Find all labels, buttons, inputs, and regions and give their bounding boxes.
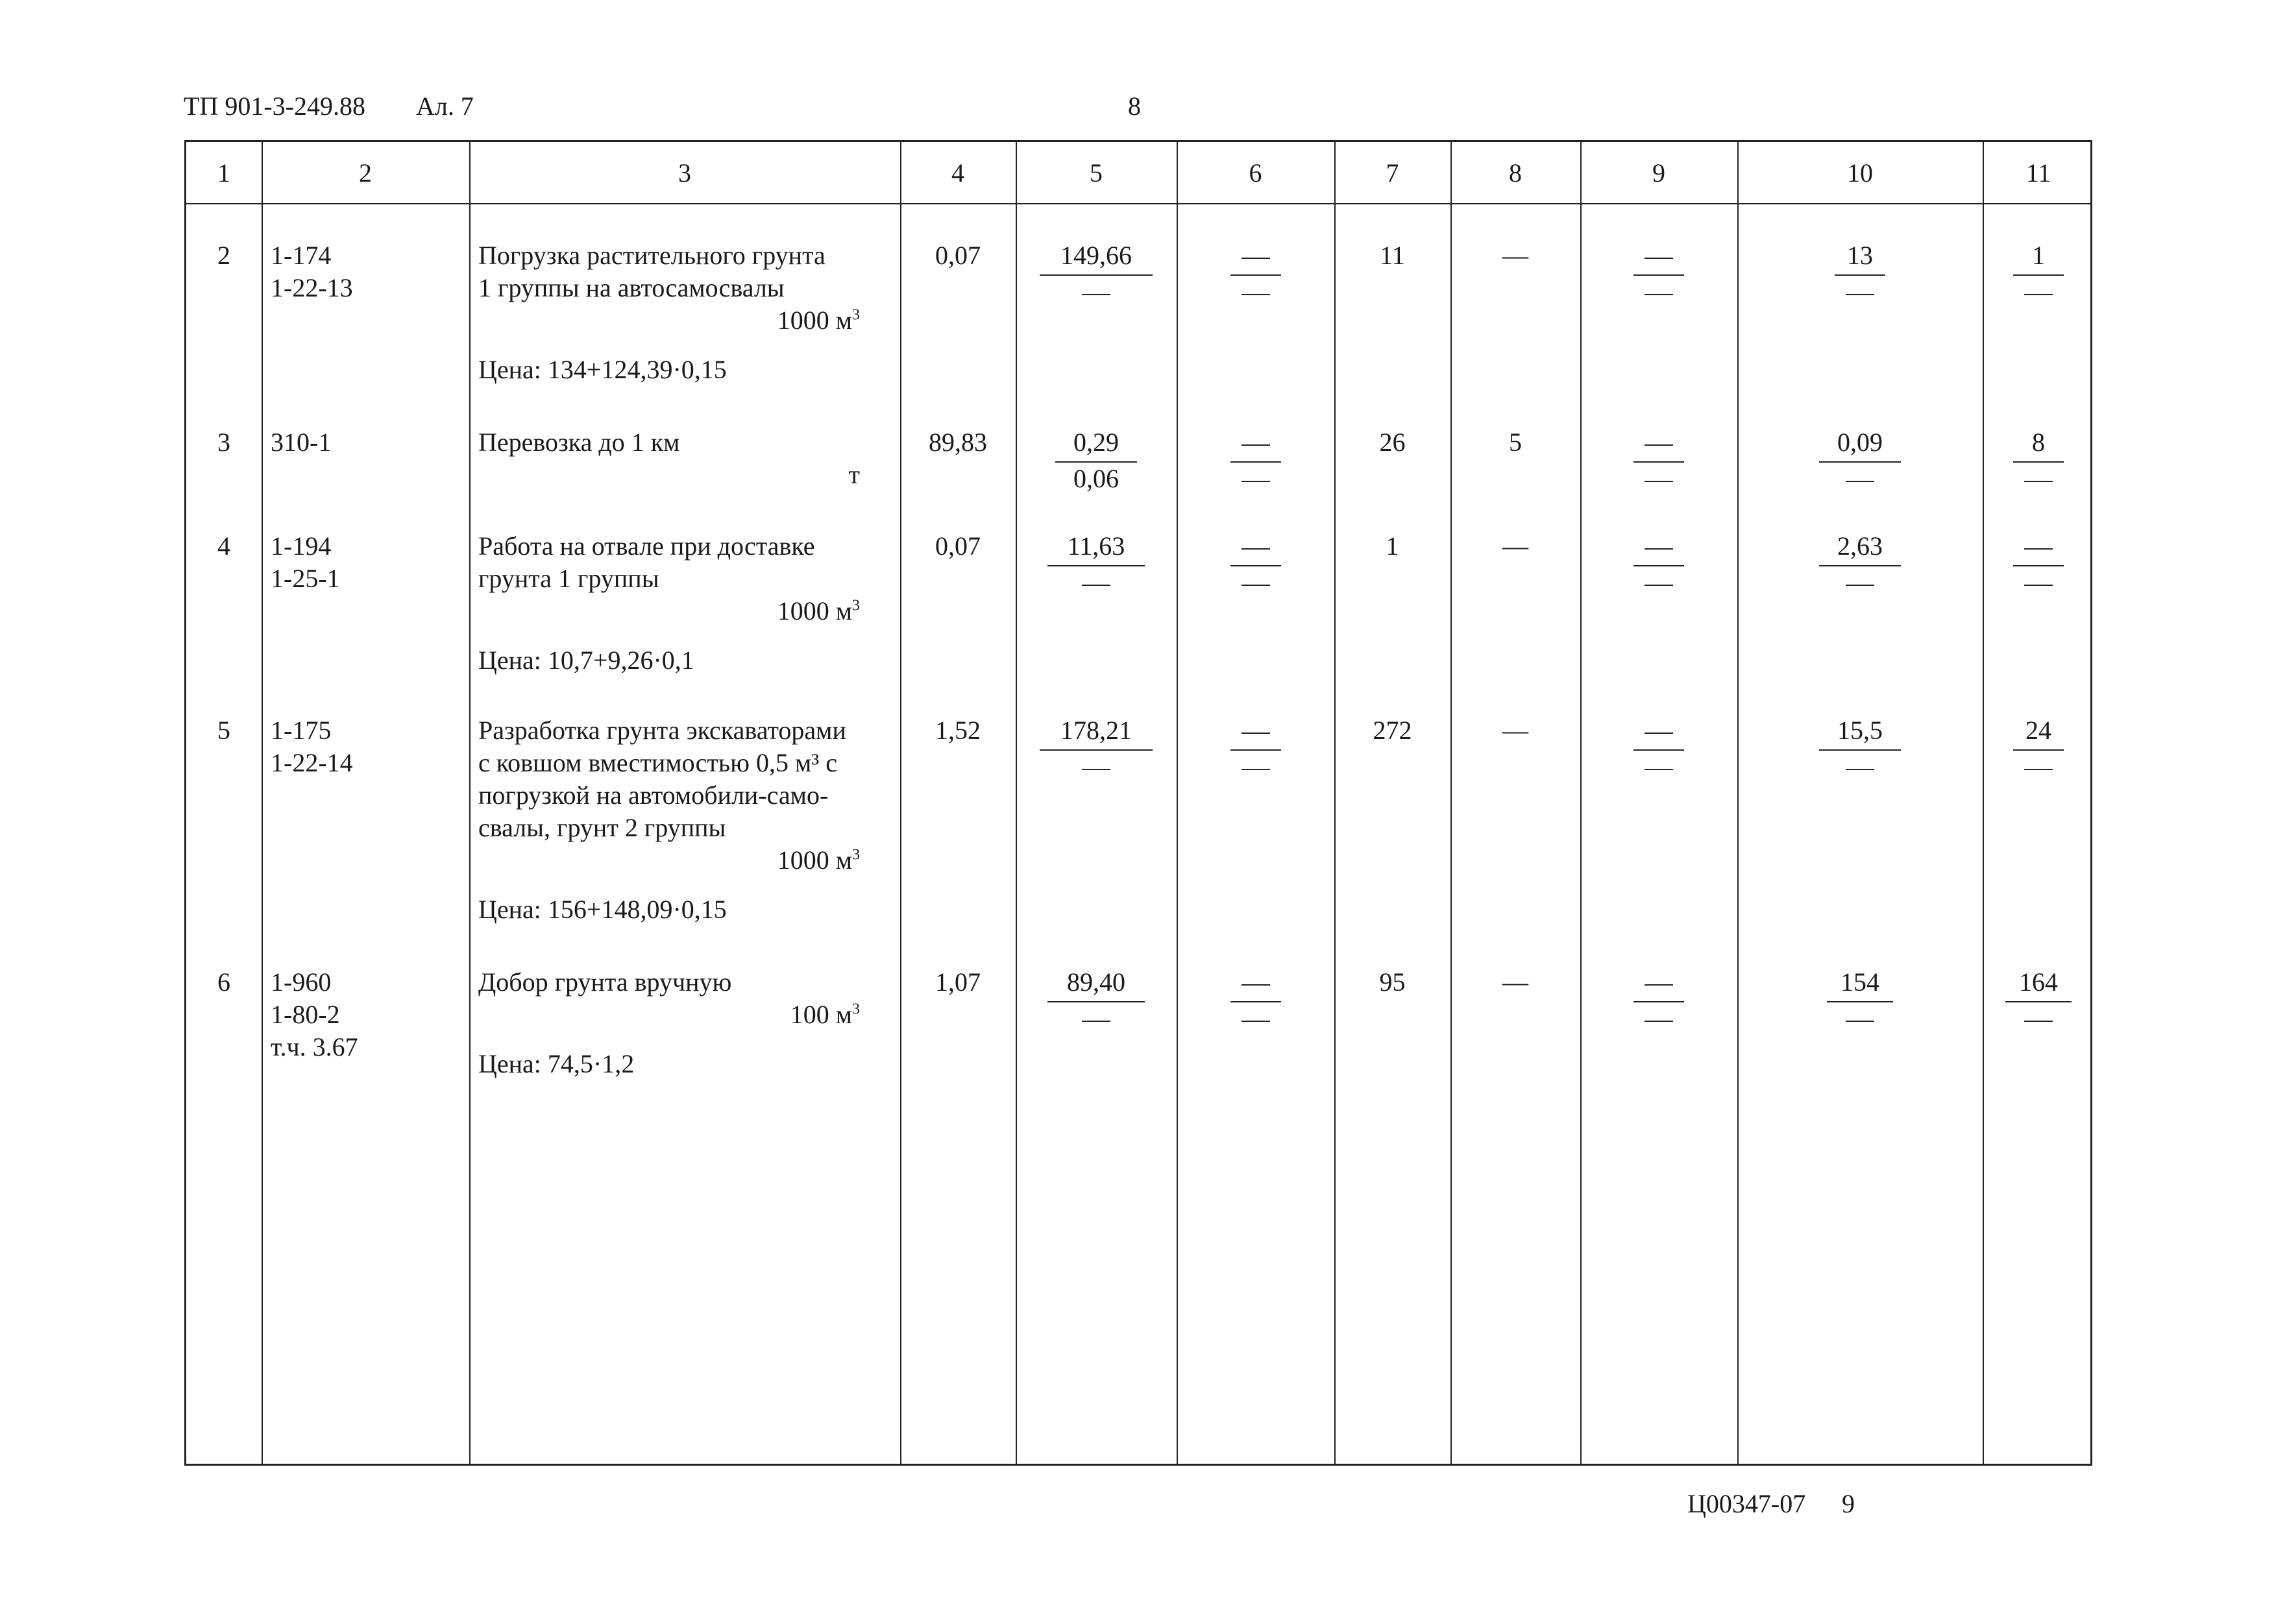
description-line: с ковшом вместимостью 0,5 м³ с	[478, 748, 838, 777]
dash-mark	[1846, 1021, 1874, 1022]
price-formula: Цена: 156+148,09·0,15	[478, 895, 727, 924]
norm-code: 1-22-14	[271, 748, 353, 777]
quantity: 89,83	[929, 428, 987, 457]
col8-value: —	[1502, 531, 1528, 561]
unit-cost	[1016, 239, 1177, 308]
labor-total	[1983, 530, 2094, 599]
dash-mark	[1645, 585, 1673, 586]
labor-per-unit	[1737, 426, 1983, 495]
fraction-denominator	[1645, 276, 1673, 308]
fraction-numerator: 89,40	[1067, 967, 1125, 997]
description-line: Перевозка до 1 км	[478, 428, 680, 457]
row-number: 5	[217, 716, 230, 745]
description-line: 1 группы на автосамосвалы	[478, 273, 785, 302]
dash-mark	[2024, 548, 2053, 550]
row-number: 4	[217, 531, 230, 561]
fraction-denominator	[1082, 1002, 1110, 1035]
description-line: Работа на отвале при доставке	[478, 531, 815, 561]
labor-per-unit	[1737, 966, 1983, 1035]
total-cost: 26	[1379, 428, 1406, 457]
fraction-numerator: 1	[2032, 241, 2045, 270]
labor-total	[1983, 239, 2094, 308]
dash-mark	[1846, 769, 1874, 770]
column-header: 3	[678, 158, 691, 188]
norm-code: 1-80-2	[271, 1000, 340, 1029]
fraction-denominator	[1645, 566, 1673, 599]
dash-mark	[2024, 769, 2053, 770]
col8-value: —	[1502, 716, 1528, 745]
unit-exponent: 3	[852, 306, 860, 324]
fraction-numerator: 13	[1847, 241, 1873, 270]
unit-of-measure: 1000 $м^3$	[777, 596, 860, 625]
dash-mark	[2024, 294, 2053, 295]
column-header: 5	[1090, 158, 1103, 188]
fraction-numerator	[1241, 966, 1270, 999]
col6-value	[1177, 530, 1334, 599]
labor-per-unit	[1737, 239, 1983, 308]
fraction-denominator	[1846, 566, 1874, 599]
col9-value	[1580, 714, 1737, 783]
norm-code: 1-960	[271, 967, 332, 997]
norm-code: 1-175	[271, 716, 332, 745]
col6-value	[1177, 966, 1334, 1035]
unit-exponent: 3	[852, 597, 860, 614]
dash-mark	[1241, 585, 1270, 586]
unit-cost	[1016, 714, 1177, 783]
quantity: 1,07	[935, 967, 981, 997]
estimate-table	[184, 140, 2092, 1466]
dash-mark	[1645, 1021, 1673, 1022]
dash-mark	[1241, 769, 1270, 770]
unit-exponent: 3	[852, 1000, 860, 1018]
norm-code: 1-22-13	[271, 273, 353, 302]
dash-mark	[1645, 984, 1673, 986]
page-number-top: 8	[1128, 91, 1141, 121]
dash-mark	[2024, 1021, 2053, 1022]
price-formula: Цена: 134+124,39·0,15	[478, 355, 727, 384]
col8-value: —	[1502, 967, 1528, 997]
dash-mark	[1082, 1021, 1110, 1022]
dash-mark	[1082, 769, 1110, 770]
fraction-numerator: 11,63	[1067, 531, 1125, 561]
fraction-numerator: 15,5	[1837, 716, 1883, 745]
fraction-numerator: 0,29	[1073, 428, 1119, 457]
col6-value	[1177, 714, 1334, 783]
fraction-numerator: 0,09	[1837, 428, 1883, 457]
fraction-numerator	[1645, 239, 1673, 272]
dash-mark	[1645, 733, 1673, 734]
description-line: грунта 1 группы	[478, 564, 659, 593]
fraction-denominator	[1241, 1002, 1270, 1035]
fraction-numerator	[1645, 530, 1673, 563]
norm-codes	[271, 966, 358, 1063]
fraction-denominator	[1082, 276, 1110, 308]
unit-of-measure: 1000 $м^3$	[777, 845, 860, 875]
footer-code: Ц00347-07	[1687, 1489, 1806, 1518]
col9-value	[1580, 426, 1737, 495]
column-header: 2	[359, 158, 372, 188]
labor-per-unit	[1737, 714, 1983, 783]
fraction-denominator	[2024, 1002, 2053, 1035]
dash-mark	[1241, 548, 1270, 550]
fraction-numerator	[1241, 426, 1270, 459]
fraction-denominator	[1645, 1002, 1673, 1035]
fraction-denominator	[1241, 276, 1270, 308]
dash-mark	[1846, 481, 1874, 482]
dash-mark	[2024, 481, 2053, 482]
col8-value: 5	[1509, 428, 1522, 457]
fraction-numerator: 164	[2019, 967, 2058, 997]
work-description	[478, 966, 894, 1080]
fraction-denominator	[1645, 751, 1673, 783]
dash-mark	[1241, 481, 1270, 482]
description-line: погрузкой на автомобили-само-	[478, 781, 829, 810]
fraction-denominator	[1846, 1002, 1874, 1035]
column-header: 10	[1847, 158, 1873, 188]
dash-mark	[1846, 585, 1874, 586]
total-cost: 11	[1380, 241, 1405, 270]
norm-code: 310-1	[271, 428, 332, 457]
col9-value	[1580, 966, 1737, 1035]
column-header: 4	[951, 158, 964, 188]
norm-codes	[271, 426, 331, 459]
dash-mark	[1082, 585, 1110, 586]
fraction-numerator: 8	[2032, 428, 2045, 457]
dash-mark	[1241, 258, 1270, 259]
dash-mark	[1645, 769, 1673, 770]
dash-mark	[1846, 294, 1874, 295]
fraction-denominator	[2024, 566, 2053, 599]
dash-mark	[1241, 733, 1270, 734]
unit-of-measure: т	[848, 460, 860, 489]
quantity: 0,07	[935, 531, 981, 561]
dash-mark	[1241, 444, 1270, 446]
dash-mark	[1241, 984, 1270, 986]
norm-code: 1-25-1	[271, 564, 340, 593]
dash-mark	[1082, 294, 1110, 295]
column-header: 6	[1249, 158, 1262, 188]
norm-code: т.ч. 3.67	[271, 1032, 358, 1061]
norm-codes	[271, 714, 353, 779]
work-description	[478, 714, 894, 926]
column-header: 9	[1652, 158, 1665, 188]
column-header: 11	[2025, 158, 2051, 188]
col9-value	[1580, 239, 1737, 308]
dash-mark	[1241, 1021, 1270, 1022]
fraction-denominator	[1082, 566, 1110, 599]
fraction-numerator: 178,21	[1060, 716, 1132, 745]
fraction-denominator	[1846, 751, 1874, 783]
work-description	[478, 426, 894, 491]
unit-of-measure: 100 $м^3$	[790, 1000, 860, 1029]
total-cost: 1	[1386, 531, 1399, 561]
fraction-numerator: 2,63	[1837, 531, 1883, 561]
total-cost: 272	[1373, 716, 1412, 745]
dash-mark	[1645, 444, 1673, 446]
fraction-denominator	[1645, 463, 1673, 495]
row-number: 6	[217, 967, 230, 997]
dash-mark	[2024, 585, 2053, 586]
fraction-denominator	[2024, 463, 2053, 495]
quantity: 0,07	[935, 241, 981, 270]
labor-total	[1983, 714, 2094, 783]
col8-value: —	[1502, 241, 1528, 270]
fraction-numerator: 154	[1841, 967, 1879, 997]
fraction-numerator	[1241, 714, 1270, 747]
price-formula: Цена: 74,5·1,2	[478, 1049, 635, 1078]
labor-total	[1983, 426, 2094, 495]
page-number-bottom: 9	[1842, 1489, 1855, 1518]
fraction-denominator	[1241, 463, 1270, 495]
col6-value	[1177, 239, 1334, 308]
fraction-numerator	[2024, 530, 2053, 563]
norm-codes	[271, 530, 340, 595]
row-number: 2	[217, 241, 230, 270]
column-header: 8	[1509, 158, 1522, 188]
document-number: ТП 901-3-249.88	[184, 91, 365, 121]
labor-total	[1983, 966, 2094, 1035]
unit-cost	[1016, 426, 1177, 495]
column-header: 7	[1386, 158, 1399, 188]
fraction-denominator	[2024, 276, 2053, 308]
fraction-numerator	[1241, 239, 1270, 272]
fraction-denominator	[1082, 751, 1110, 783]
fraction-numerator	[1645, 714, 1673, 747]
fraction-numerator	[1645, 426, 1673, 459]
fraction-denominator	[1846, 463, 1874, 495]
album-number: Ал. 7	[416, 91, 474, 121]
fraction-numerator: 149,66	[1060, 241, 1132, 270]
unit-exponent: 3	[852, 846, 860, 864]
fraction-numerator	[1645, 966, 1673, 999]
total-cost: 95	[1379, 967, 1406, 997]
dash-mark	[1645, 294, 1673, 295]
fraction-denominator	[2024, 751, 2053, 783]
norm-code: 1-174	[271, 241, 332, 270]
fraction-denominator	[1241, 566, 1270, 599]
work-description	[478, 530, 894, 677]
description-line: Погрузка растительного грунта	[478, 241, 826, 270]
fraction-denominator	[1241, 751, 1270, 783]
norm-code: 1-194	[271, 531, 332, 561]
dash-mark	[1645, 481, 1673, 482]
fraction-denominator	[1846, 276, 1874, 308]
dash-mark	[1241, 294, 1270, 295]
description-line: Разработка грунта экскаваторами	[478, 716, 846, 745]
work-description	[478, 239, 894, 386]
fraction-denominator: 0,06	[1073, 464, 1119, 493]
quantity: 1,52	[935, 716, 981, 745]
row-number: 3	[217, 428, 230, 457]
dash-mark	[1645, 258, 1673, 259]
col9-value	[1580, 530, 1737, 599]
fraction-numerator	[1241, 530, 1270, 563]
fraction-numerator: 24	[2025, 716, 2051, 745]
description-line: свалы, грунт 2 группы	[478, 813, 726, 842]
labor-per-unit	[1737, 530, 1983, 599]
norm-codes	[271, 239, 353, 304]
column-header: 1	[217, 158, 230, 188]
col6-value	[1177, 426, 1334, 495]
unit-of-measure: 1000 $м^3$	[777, 306, 860, 335]
dash-mark	[1645, 548, 1673, 550]
description-line: Добор грунта вручную	[478, 967, 732, 997]
price-formula: Цена: 10,7+9,26·0,1	[478, 646, 694, 675]
unit-cost	[1016, 966, 1177, 1035]
unit-cost	[1016, 530, 1177, 599]
